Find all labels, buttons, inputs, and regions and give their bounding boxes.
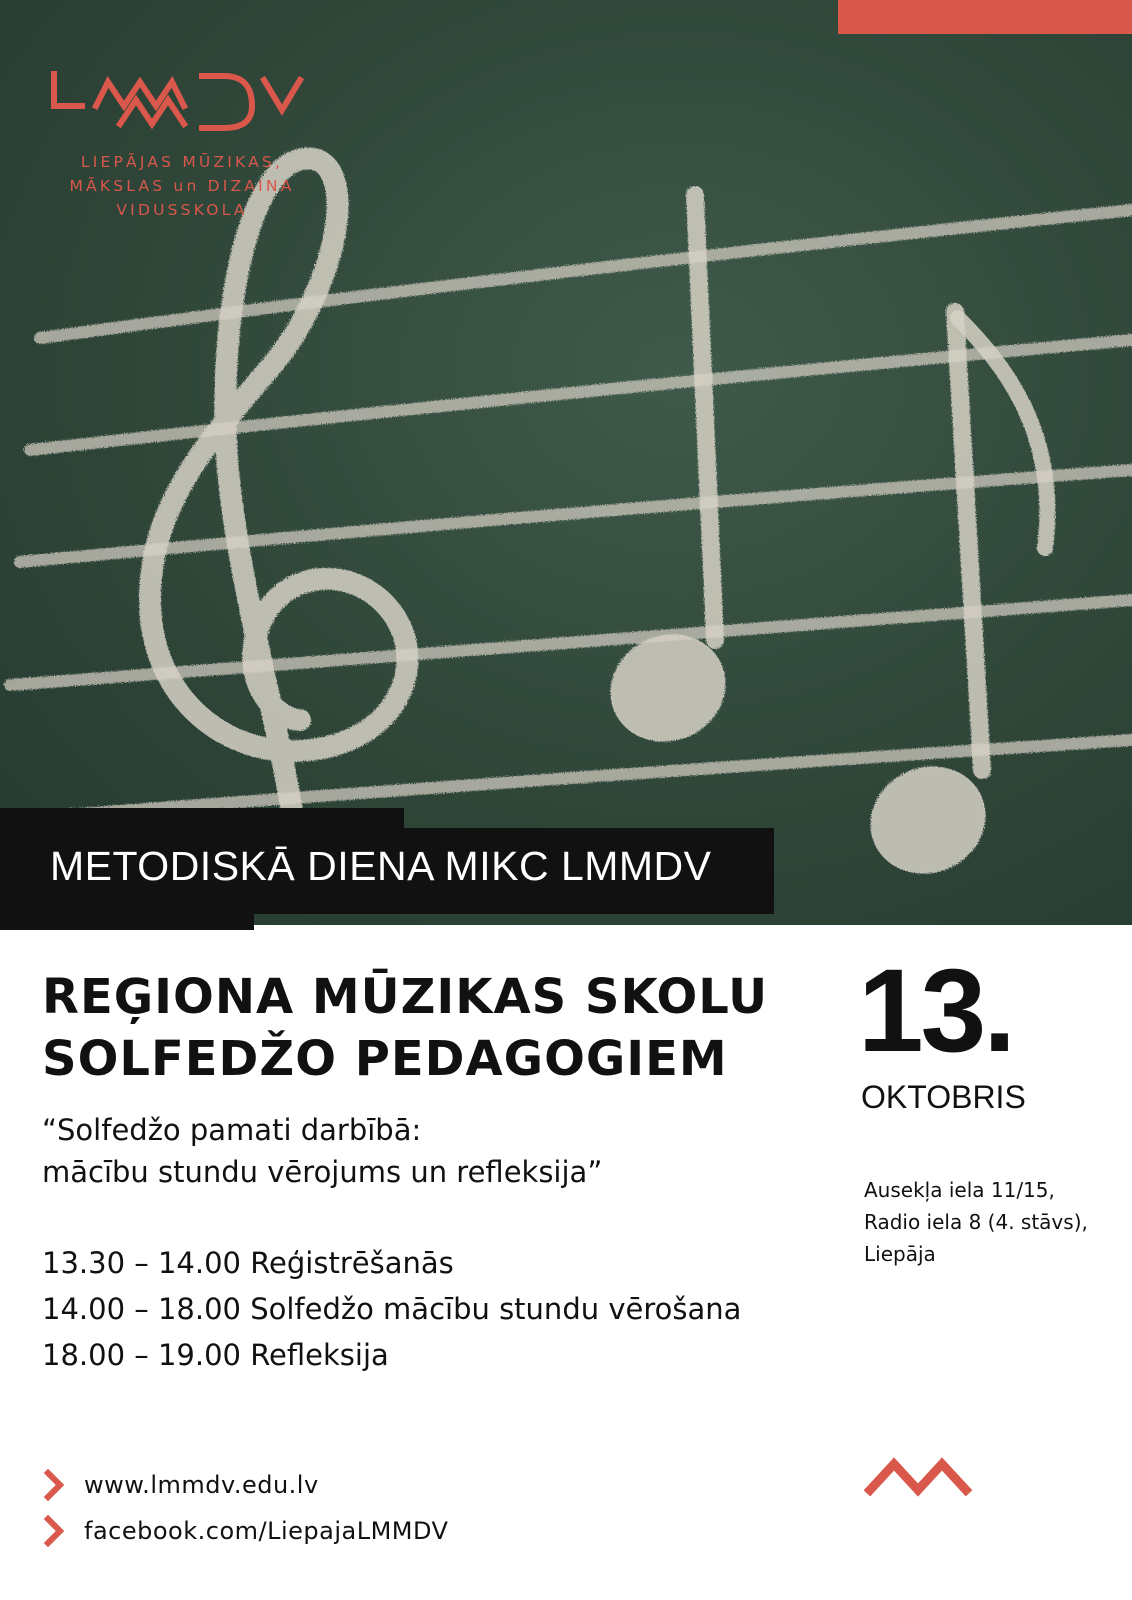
treble-clef-icon xyxy=(150,158,407,870)
lmmdv-logo-icon xyxy=(48,66,318,136)
event-subtitle: “Solfedžo pamati darbībā: mācību stundu vērojums un refleksija” xyxy=(42,1113,603,1189)
zigzag-m-icon xyxy=(864,1450,974,1500)
facebook-link-label: facebook.com/LiepajaLMMDV xyxy=(84,1517,449,1545)
schedule-item: 14.00 – 18.00 Solfedžo mācību stundu vērošana xyxy=(42,1292,742,1326)
eighth-note-icon xyxy=(853,312,1047,892)
accent-bar xyxy=(838,0,1132,34)
event-address: Ausekļa iela 11/15, Radio iela 8 (4. stāvs), Liepāja xyxy=(864,1178,1088,1266)
facebook-link[interactable] xyxy=(42,1508,448,1554)
event-title: REĢIONA MŪZIKAS SKOLU SOLFEDŽO PEDAGOGIEM xyxy=(42,969,769,1087)
contact-links xyxy=(42,1462,448,1554)
event-month: OKTOBRIS xyxy=(861,1079,1026,1115)
website-link-label: www.lmmdv.edu.lv xyxy=(84,1471,319,1499)
event-day: 13. xyxy=(858,945,1014,1077)
banner-title: METODISKĀ DIENA MIKC LMMDV xyxy=(50,843,712,889)
schedule-item: 13.30 – 14.00 Reģistrēšanās xyxy=(42,1246,454,1280)
quarter-note-icon xyxy=(593,195,742,760)
school-name: LIEPĀJAS MŪZIKAS, MĀKSLAS un DIZAINA VIDUSSKOLA xyxy=(69,153,295,219)
schedule-list xyxy=(42,1240,741,1378)
schedule-item: 18.00 – 19.00 Refleksija xyxy=(42,1338,389,1372)
chevron-right-icon xyxy=(42,1515,68,1547)
banner-backdrop xyxy=(0,912,254,930)
website-link[interactable] xyxy=(42,1462,448,1508)
chevron-right-icon xyxy=(42,1469,68,1501)
